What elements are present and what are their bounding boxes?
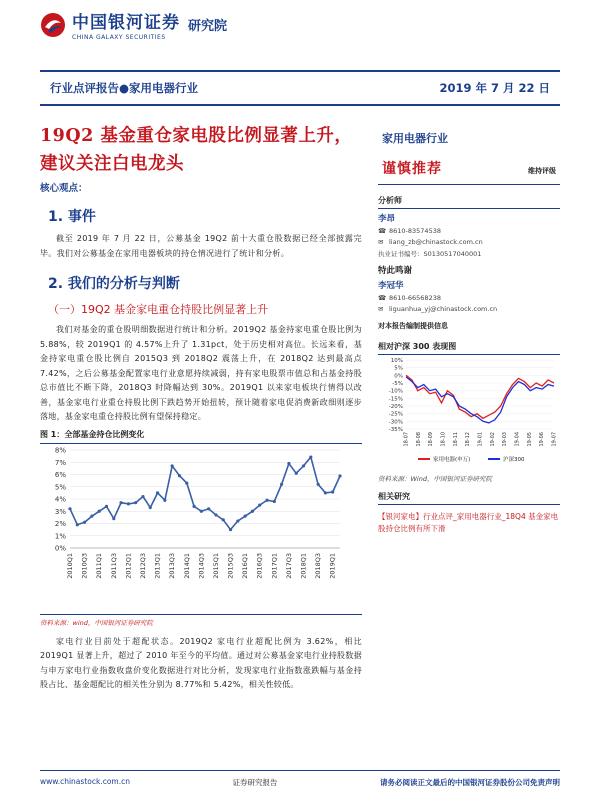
- y-tick-label: -25%: [388, 411, 403, 418]
- x-tick-label: 18-09: [428, 432, 435, 447]
- overweight-paragraph: 家电行业目前处于超配状态。2019Q2 家电行业超配比例为 3.62%，相比 2019Q1 显著上升，超过了 2010 年至今的平均值。通过对公募基金家电行业持股数据与申万家电行业指数收盘价变化数据进行对比分析，发现家电行业指数涨跌幅与基金持股占比、基金超配比的相关性分别为 8.77%和 5.42%，相关性较低。: [40, 636, 362, 689]
- institute-label: 研究院: [188, 19, 228, 34]
- report-type: 行业点评报告●家用电器行业: [50, 81, 199, 95]
- x-tick-label: 2013Q1: [153, 552, 162, 579]
- mail-icon: ✉: [378, 238, 384, 246]
- logo-english-name: CHINA GALAXY SECURITIES: [72, 34, 166, 41]
- holding-ratio-point: [185, 481, 188, 484]
- x-tick-label: 2014Q1: [182, 552, 191, 579]
- x-tick-label: 2013Q3: [168, 552, 177, 579]
- x-tick-label: 2019Q1: [328, 552, 337, 579]
- y-tick-label: 2%: [54, 519, 66, 528]
- x-tick-label: 19-02: [489, 432, 496, 447]
- holding-ratio-point: [265, 498, 268, 501]
- y-tick-label: -5%: [392, 381, 403, 387]
- x-tick-label: 2016Q3: [255, 552, 264, 579]
- analysis-paragraph: 我们对基金的重仓股明细数据进行统计和分析。2019Q2 基金持家电重仓股比例为 5.88%，较 2019Q1 的 4.57%上升了 1.31pct，处于历史相对高位。长远来看，基金持家电重仓股比例自 2015Q3 到 2018Q2 震荡上升，在 2018Q2 达到最高点 7.42%，之后公募基金配置家电行业意愿持续减弱，持有家电股票市值总和占基金持股总市值比不断下降，2018Q3 时降幅达到 30%。2019Q1 以来家电板块行情得以改善，基金家电行业重仓持股比例下跌趋势开始扭转，预计随着家电促消费新政细则逐步落地，基金家电重仓持股比例有望保持稳定。: [40, 325, 362, 421]
- holding-ratio-point: [214, 513, 217, 516]
- holding-ratio-point: [163, 498, 166, 501]
- holding-ratio-point: [309, 455, 312, 458]
- y-tick-label: 6%: [54, 470, 66, 479]
- x-tick-label: 2017Q3: [284, 552, 293, 579]
- analyst-heading: 分析师: [378, 195, 560, 209]
- report-header-bar: [40, 70, 560, 106]
- legend-label: 沪深300: [503, 457, 525, 463]
- holding-ratio-point: [258, 503, 261, 506]
- analyst-1-email[interactable]: ✉ liang_zb@chinastock.com.cn: [378, 238, 483, 246]
- holding-ratio-point: [119, 501, 122, 504]
- holding-ratio-point: [317, 482, 320, 485]
- x-tick-label: 2018Q3: [314, 552, 323, 579]
- industry-name: 家用电器行业: [382, 132, 448, 145]
- fund-holding-ratio-chart: [40, 444, 362, 606]
- y-tick-label: 3%: [54, 507, 66, 516]
- page-footer: [40, 770, 560, 788]
- x-tick-label: 2010Q1: [66, 552, 74, 579]
- rating-maintain: 维持评级: [528, 167, 556, 175]
- holding-ratio-point: [338, 474, 341, 477]
- x-tick-label: 18-11: [452, 432, 459, 447]
- sidebar: [378, 122, 560, 535]
- logo-chinese-name: 中国银河证券: [72, 13, 180, 33]
- holding-ratio-point: [324, 491, 327, 494]
- appliance-index-line: [406, 375, 554, 418]
- subsection-heading: （一）19Q2 基金家电重仓持股比例显著上升: [48, 303, 269, 316]
- y-tick-label: -20%: [388, 404, 403, 410]
- section-event-paragraph: 截至 2019 年 7 月 22 日，公募基金 19Q2 前十大重仓股数据已经全部披露完毕。我们对公募基金在家用电器板块的持仓情况进行了统计和分析。: [40, 234, 362, 258]
- holding-ratio-point: [229, 528, 232, 531]
- y-tick-label: -15%: [388, 396, 403, 403]
- galaxy-logo-icon: [40, 12, 66, 38]
- legend-label: 家用电器(申万): [433, 457, 471, 463]
- holding-ratio-point: [149, 505, 152, 508]
- y-tick-label: -10%: [388, 388, 403, 395]
- brand-logo: [40, 8, 227, 41]
- core-views-label: 核心观点：: [40, 183, 88, 194]
- holding-ratio-point: [192, 504, 195, 507]
- relative-chart-source: 资料来源：Wind，中国银河证券研究院: [378, 475, 492, 483]
- holding-ratio-point: [222, 518, 225, 521]
- x-tick-label: 19-04: [514, 432, 521, 447]
- related-research-heading: 相关研究: [378, 491, 560, 505]
- analyst-2-phone: ☎ 8610-66568238: [378, 294, 441, 302]
- x-tick-label: 19-07: [551, 432, 558, 447]
- holding-ratio-point: [105, 504, 108, 507]
- analyst-2-email[interactable]: ✉ liguanhua_yj@chinastock.com.cn: [378, 305, 498, 313]
- y-tick-label: 1%: [54, 531, 66, 540]
- y-tick-label: 0%: [394, 373, 403, 380]
- acknowledge-heading: 特此鸣谢: [378, 266, 413, 276]
- related-research-link[interactable]: 【银河家电】行业点评_家用电器行业_18Q4 基金家电股持仓比例有所下滑: [378, 512, 559, 533]
- rating-row: [378, 158, 560, 185]
- holding-ratio-point: [127, 502, 130, 505]
- footer-report-kind: 证券研究报告: [232, 778, 278, 787]
- figure-1-title: 图 1：全部基金持仓比例变化: [40, 429, 362, 444]
- holding-ratio-line: [70, 457, 340, 529]
- holding-ratio-point: [83, 520, 86, 523]
- x-tick-label: 2016Q1: [241, 552, 250, 579]
- holding-ratio-point: [68, 507, 71, 510]
- y-tick-label: 5%: [54, 482, 66, 491]
- contributor-note: 对本报告编制提供信息: [378, 322, 448, 330]
- y-tick-label: -35%: [388, 427, 403, 433]
- holding-ratio-point: [90, 514, 93, 517]
- y-tick-label: 8%: [54, 446, 66, 454]
- holding-ratio-point: [287, 461, 290, 464]
- x-tick-label: 2011Q1: [95, 552, 104, 579]
- main-content: [40, 122, 362, 693]
- y-tick-label: -30%: [388, 419, 403, 426]
- holding-ratio-point: [134, 501, 137, 504]
- x-tick-label: 2015Q3: [226, 552, 235, 579]
- footer-website[interactable]: www.chinastock.com.cn: [40, 777, 130, 786]
- figure-1-source: 资料来源：wind，中国银河证券研究院: [40, 614, 362, 627]
- x-tick-label: 19-03: [502, 432, 509, 447]
- holding-ratio-point: [141, 494, 144, 497]
- y-tick-label: 7%: [54, 458, 66, 467]
- holding-ratio-point: [98, 509, 101, 512]
- y-tick-label: 10%: [390, 358, 403, 364]
- mail-icon: ✉: [378, 305, 384, 313]
- x-tick-label: 2011Q3: [109, 552, 118, 579]
- holding-ratio-point: [273, 499, 276, 502]
- report-date: 2019 年 7 月 22 日: [439, 81, 550, 95]
- relative-performance-title: 相对沪深 300 表现图: [378, 341, 560, 355]
- analyst-1-name: 李昂: [378, 214, 396, 224]
- x-tick-label: 2014Q3: [197, 552, 206, 579]
- x-tick-label: 2012Q1: [124, 552, 133, 579]
- x-tick-label: 18-08: [415, 432, 422, 447]
- x-tick-label: 19-06: [539, 432, 546, 447]
- holding-ratio-point: [280, 482, 283, 485]
- x-tick-label: 2017Q1: [270, 552, 279, 579]
- y-tick-label: 0%: [54, 544, 66, 552]
- holding-ratio-point: [200, 509, 203, 512]
- holding-ratio-point: [76, 523, 79, 526]
- x-tick-label: 19-01: [477, 432, 484, 447]
- x-tick-label: 19-05: [526, 432, 533, 447]
- holding-ratio-point: [302, 464, 305, 467]
- x-tick-label: 2018Q1: [299, 552, 308, 579]
- relative-performance-chart: [378, 355, 560, 467]
- holding-ratio-point: [331, 490, 334, 493]
- rating-badge: 谨慎推荐: [382, 161, 442, 177]
- holding-ratio-point: [207, 507, 210, 510]
- holding-ratio-point: [112, 517, 115, 520]
- x-tick-label: 18-07: [403, 432, 410, 447]
- x-tick-label: 2010Q3: [80, 552, 89, 579]
- x-tick-label: 2012Q3: [138, 552, 147, 579]
- x-tick-label: 18-10: [440, 432, 447, 447]
- analyst-1-phone: ☎ 8610-83574538: [378, 227, 441, 235]
- section-event-heading: 1. 事件: [48, 209, 96, 225]
- analyst-2-name: 李冠华: [378, 281, 404, 291]
- phone-icon: ☎: [378, 227, 387, 235]
- section-analysis-heading: 2. 我们的分析与判断: [48, 276, 180, 292]
- holding-ratio-point: [251, 509, 254, 512]
- holding-ratio-point: [156, 491, 159, 494]
- y-tick-label: 5%: [394, 365, 403, 372]
- holding-ratio-point: [244, 514, 247, 517]
- phone-icon: ☎: [378, 294, 387, 302]
- x-tick-label: 2015Q1: [211, 552, 220, 579]
- holding-ratio-point: [171, 464, 174, 467]
- y-tick-label: 4%: [54, 495, 66, 503]
- x-tick-label: 18-12: [465, 432, 472, 447]
- holding-ratio-point: [178, 474, 181, 477]
- report-title: 19Q2 基金重仓家电股比例显著上升，建议关注白电龙头: [40, 126, 353, 174]
- holding-ratio-point: [295, 471, 298, 474]
- analyst-1-cert: 执业证书编号：S0130517040001: [378, 250, 482, 258]
- holding-ratio-point: [236, 519, 239, 522]
- footer-disclaimer: 请务必阅读正文最后的中国银河证券股份公司免责声明: [379, 778, 560, 787]
